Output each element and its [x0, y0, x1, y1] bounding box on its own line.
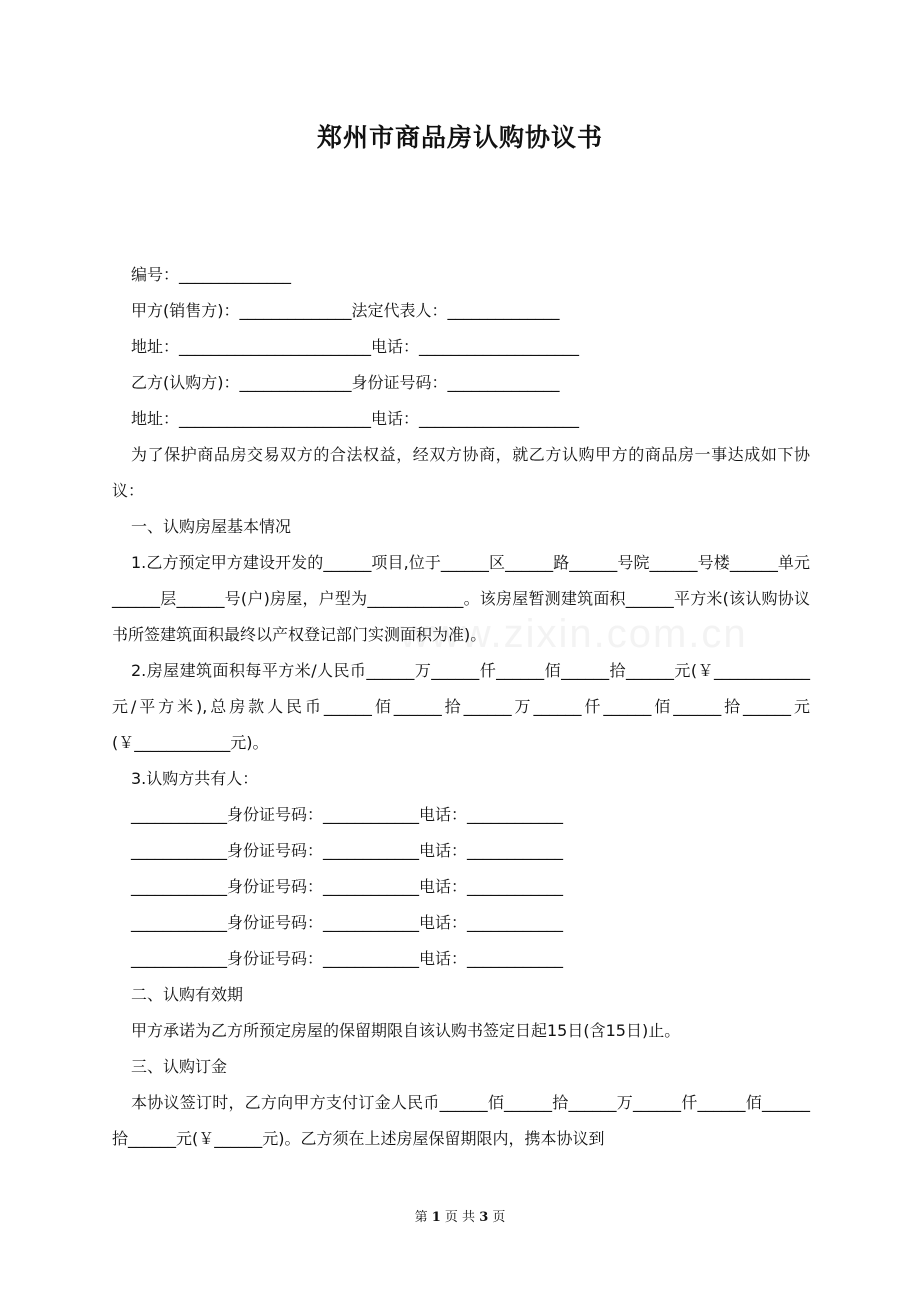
- footer-current-page: 1: [431, 1210, 441, 1225]
- body-paragraph: 1.乙方预定甲方建设开发的______项目,位于______区______路______号院______号楼______单元______层______号(户)房屋，户型为____________。该房屋暂测建筑面积______平方米(该认购协议书所签建筑面积最终以产权登记部门实测面积为准)。: [112, 553, 810, 644]
- watermark: www.zixin.com.cn: [400, 612, 748, 656]
- document-body: [112, 257, 810, 1157]
- co-owner-line: ____________身份证号码：____________电话：____________: [131, 805, 564, 824]
- body-paragraph: 为了保护商品房交易双方的合法权益，经双方协商，就乙方认购甲方的商品房一事达成如下协议：: [112, 445, 810, 500]
- co-owner-line: ____________身份证号码：____________电话：____________: [131, 841, 564, 860]
- section-heading: 三、认购订金: [131, 1057, 228, 1076]
- body-line: 乙方(认购方)：______________身份证号码：______________: [131, 373, 560, 392]
- body-line: 甲方(销售方)：______________法定代表人：______________: [131, 301, 560, 320]
- body-line: 地址：________________________电话：____________________: [131, 409, 580, 428]
- section-heading: 二、认购有效期: [131, 985, 244, 1004]
- co-owner-line: ____________身份证号码：____________电话：____________: [131, 949, 564, 968]
- footer-suffix: 页: [492, 1210, 506, 1225]
- document-title: 郑州市商品房认购协议书: [316, 123, 603, 152]
- body-line: 地址：________________________电话：____________________: [131, 337, 580, 356]
- body-paragraph: 本协议签订时，乙方向甲方支付订金人民币______佰______拾______万______仟______佰______拾______元(￥______元)。乙方须在上述房屋保留期限内，携本协议到: [112, 1093, 810, 1148]
- footer-prefix: 第: [414, 1210, 428, 1225]
- co-owner-line: ____________身份证号码：____________电话：____________: [131, 913, 564, 932]
- page-footer: [0, 1206, 920, 1225]
- body-line: 编号：______________: [131, 265, 292, 284]
- section-heading: 一、认购房屋基本情况: [131, 517, 292, 536]
- co-owner-line: ____________身份证号码：____________电话：____________: [131, 877, 564, 896]
- footer-middle: 页 共: [444, 1210, 476, 1225]
- body-line: 3.认购方共有人：: [131, 769, 259, 788]
- body-line: 甲方承诺为乙方所预定房屋的保留期限自该认购书签定日起15日(含15日)止。: [131, 1021, 681, 1040]
- body-paragraph: 2.房屋建筑面积每平方米/人民币______万______仟______佰______拾______元(￥____________元/平方米),总房款人民币______佰______拾______万______仟______佰______拾______元(￥____________元)。: [112, 661, 810, 752]
- footer-total-pages: 3: [479, 1210, 489, 1225]
